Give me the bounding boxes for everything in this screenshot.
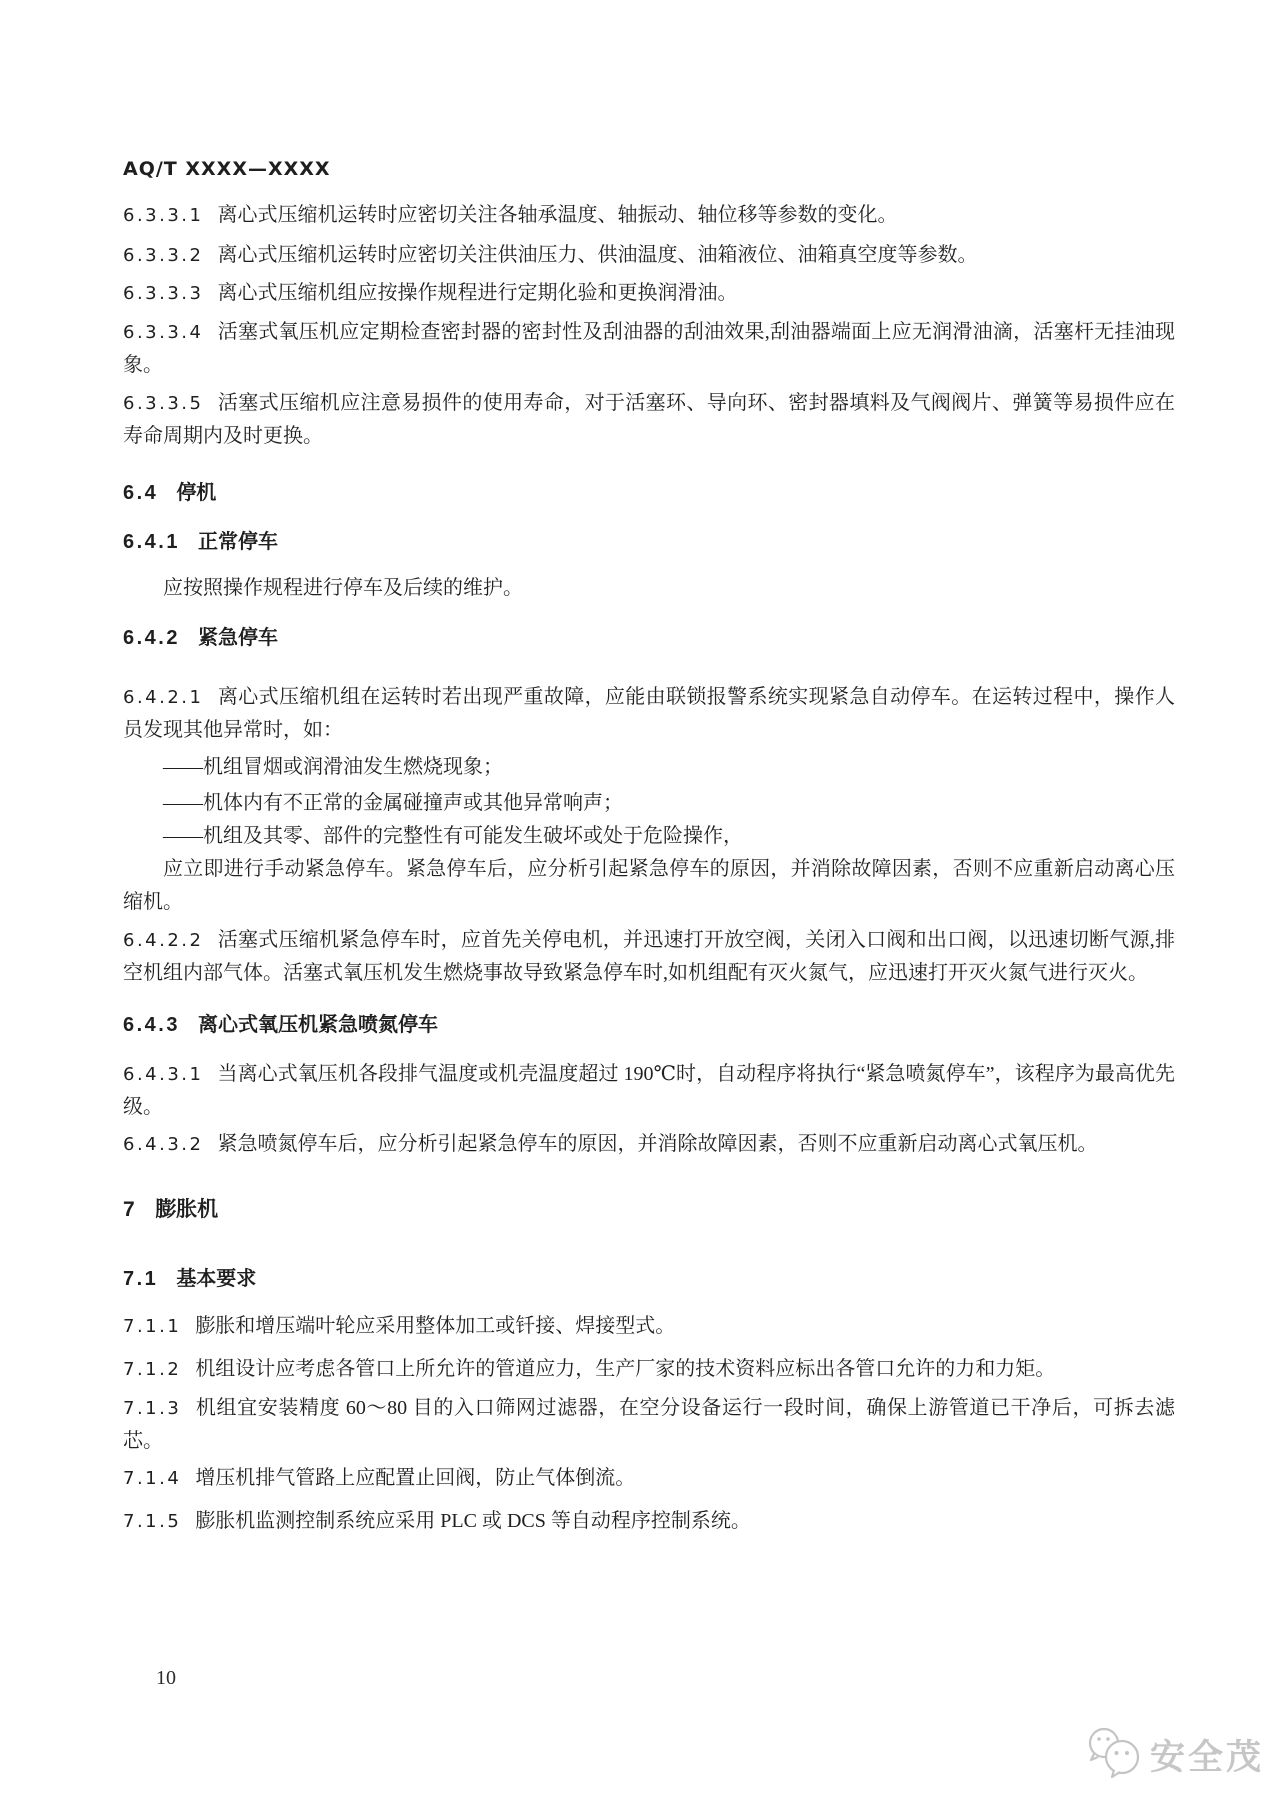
clause-6.3.3.3 [123, 277, 1175, 310]
clause-text: 机组宜安装精度 60～80 目的入口筛网过滤器，在空分设备运行一段时间，确保上游管道已干净后，可拆去滤芯。 [123, 1397, 1175, 1452]
heading-text: 紧急停车 [197, 627, 278, 649]
clause-number: 6.3.3.4 [123, 322, 204, 343]
clause-text: 膨胀机监测控制系统应采用 PLC 或 DCS 等自动程序控制系统。 [195, 1510, 751, 1532]
clause-text: 机组设计应考虑各管口上所允许的管道应力，生产厂家的技术资料应标出各管口允许的力和力矩。 [195, 1358, 1056, 1380]
heading-number: 6.4 [123, 482, 159, 504]
clause-7.1.3 [123, 1392, 1175, 1458]
heading-number: 7 [123, 1198, 138, 1221]
paragraph-normal-stop: 应按照操作规程进行停车及后续的维护。 [163, 577, 523, 599]
clause-7.1.4 [123, 1462, 1175, 1495]
clause-7.1.5 [123, 1505, 1175, 1538]
section-heading-6.4.2 [123, 622, 1175, 655]
clause-number: 7.1.1 [123, 1316, 182, 1337]
clause-6.3.3.4 [123, 316, 1175, 382]
section-heading-6.4.3 [123, 1009, 1175, 1042]
heading-number: 7.1 [123, 1268, 159, 1290]
clause-number: 7.1.4 [123, 1468, 182, 1489]
page-number: 10 [156, 1667, 176, 1689]
heading-number: 6.4.1 [123, 531, 180, 553]
clause-text: 离心式压缩机组应按操作规程进行定期化验和更换润滑油。 [217, 282, 738, 304]
clause-text: 活塞式压缩机应注意易损件的使用寿命，对于活塞环、导向环、密封器填料及气阀阀片、弹簧等易损件应在寿命周期内及时更换。 [123, 392, 1175, 447]
clause-6.4.3.2 [123, 1128, 1175, 1161]
clause-6.4.2.1 [123, 681, 1175, 747]
clause-number: 6.3.3.5 [123, 393, 204, 414]
clause-7.1.1 [123, 1310, 1175, 1343]
heading-text: 停机 [176, 482, 217, 504]
clause-6.3.3.2 [123, 239, 1175, 272]
dash-item-3: ——机组及其零、部件的完整性有可能发生破坏或处于危险操作， [163, 825, 743, 847]
section-heading-6.4.1 [123, 526, 1175, 559]
clause-number: 6.4.3.2 [123, 1134, 204, 1155]
clause-text: 膨胀和增压端叶轮应采用整体加工或钎接、焊接型式。 [195, 1315, 676, 1337]
clause-number: 6.3.3.2 [123, 245, 204, 266]
clause-7.1.2 [123, 1353, 1175, 1386]
clause-6.4.3.1 [123, 1058, 1175, 1124]
clause-number: 6.4.2.1 [123, 687, 204, 708]
chapter-heading-7 [123, 1193, 1175, 1226]
section-heading-6.4 [123, 477, 1175, 510]
heading-text: 离心式氧压机紧急喷氮停车 [197, 1014, 438, 1036]
clause-number: 6.3.3.3 [123, 283, 204, 304]
heading-number: 6.4.2 [123, 627, 180, 649]
clause-text: 增压机排气管路上应配置止回阀，防止气体倒流。 [195, 1467, 636, 1489]
clause-text: 当离心式氧压机各段排气温度或机壳温度超过 190℃时，自动程序将执行“紧急喷氮停车”，该程序为最高优先级。 [123, 1063, 1175, 1118]
dash-item-1: ——机组冒烟或润滑油发生燃烧现象； [163, 756, 503, 778]
clause-text: 活塞式氧压机应定期检查密封器的密封性及刮油器的刮油效果,刮油器端面上应无润滑油滴，活塞杆无挂油现象。 [123, 321, 1175, 376]
clause-6.4.2.2 [123, 924, 1175, 990]
clause-text: 紧急喷氮停车后，应分析引起紧急停车的原因，并消除故障因素，否则不应重新启动离心式氧压机。 [217, 1133, 1098, 1155]
clause-number: 6.4.3.1 [123, 1064, 204, 1085]
heading-text: 基本要求 [176, 1268, 257, 1290]
heading-text: 膨胀机 [155, 1198, 219, 1221]
clause-number: 7.1.3 [123, 1398, 182, 1419]
paragraph-manual-emergency-stop: 应立即进行手动紧急停车。紧急停车后，应分析引起紧急停车的原因，并消除故障因素，否则不应重新启动离心压缩机。 [123, 858, 1175, 913]
clause-text: 离心式压缩机运转时应密切关注各轴承温度、轴振动、轴位移等参数的变化。 [217, 204, 898, 226]
clause-number: 6.4.2.2 [123, 930, 204, 951]
clause-number: 6.3.3.1 [123, 205, 204, 226]
clause-text: 离心式压缩机组在运转时若出现严重故障，应能由联锁报警系统实现紧急自动停车。在运转过程中，操作人员发现其他异常时，如： [123, 686, 1175, 741]
watermark-brand-text: 安全茂 [1150, 1738, 1265, 1777]
dash-item-2: ——机体内有不正常的金属碰撞声或其他异常响声； [163, 792, 623, 814]
clause-text: 离心式压缩机运转时应密切关注供油压力、供油温度、油箱液位、油箱真空度等参数。 [217, 244, 978, 266]
clause-6.3.3.1 [123, 199, 1175, 232]
clause-6.3.3.5 [123, 387, 1175, 453]
section-heading-7.1 [123, 1263, 1175, 1296]
watermark-logo [1086, 1727, 1266, 1783]
clause-number: 7.1.2 [123, 1359, 182, 1380]
page-body [123, 158, 1175, 1538]
wechat-icon [1086, 1726, 1144, 1785]
heading-number: 6.4.3 [123, 1014, 180, 1036]
document-code-header: AQ/T XXXX—XXXX [123, 158, 331, 180]
heading-text: 正常停车 [197, 531, 278, 553]
clause-number: 7.1.5 [123, 1511, 182, 1532]
clause-text: 活塞式压缩机紧急停车时，应首先关停电机，并迅速打开放空阀，关闭入口阀和出口阀，以迅速切断气源,排空机组内部气体。活塞式氧压机发生燃烧事故导致紧急停车时,如机组配有灭火氮气，应迅速打开灭火氮气进行灭火。 [123, 929, 1175, 984]
